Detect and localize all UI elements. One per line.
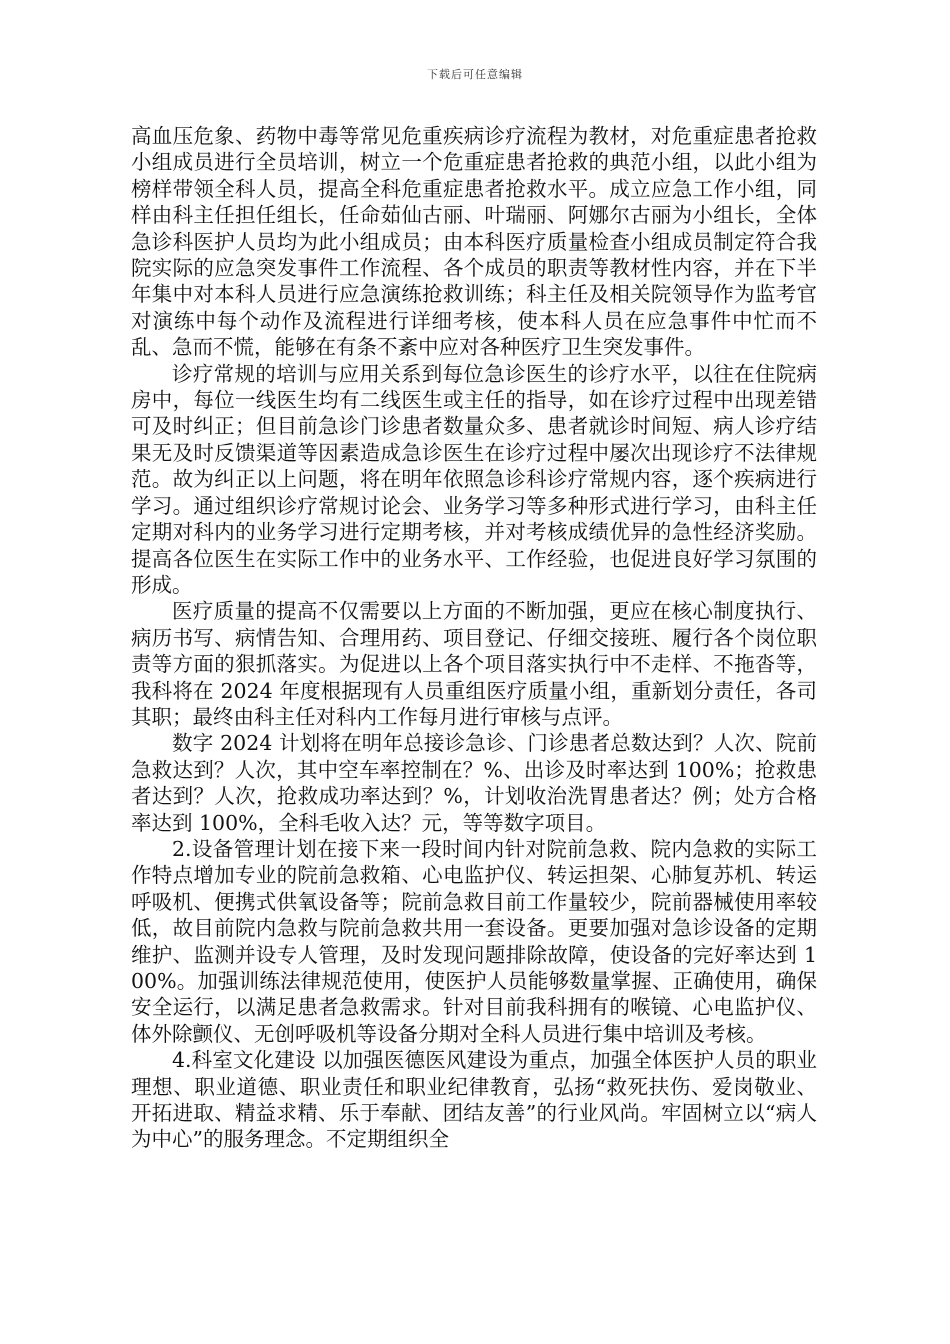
paragraph-diagnosis-training: 诊疗常规的培训与应用关系到每位急诊医生的诊疗水平，以往在住院病房中，每位一线医生均有二线医生或主任的指导，如在诊疗过程中出现差错可及时纠正；但目前急诊门诊患者数量众多、患者就诊时间短、病人诊疗结果无及时反馈渠道等因素造成急诊医生在诊疗过程中屡次出现诊疗不法律规范。故为纠正以上问题，将在明年依照急诊科诊疗常规内容，逐个疾病进行学习。通过组织诊疗常规讨论会、业务学习等多种形式进行学习，由科主任定期对科内的业务学习进行定期考核，并对考核成绩优异的急性经济奖励。提高各位医生在实际工作中的业务水平、工作经验，也促进良好学习氛围的形成。: [131, 361, 817, 597]
page-header: 下载后可任意编辑: [427, 68, 523, 81]
paragraph-2024-targets: 数字 2024 计划将在明年总接诊急诊、门诊患者总数达到？人次、院前急救达到？人次，其中空车率控制在？%、出诊及时率达到 100%；抢救患者达到？人次，抢救成功率达到？%，计划收治洗胃患者达？例；处方合格率达到 100%，全科毛收入达？元，等等数字项目。: [131, 731, 817, 835]
paragraph-emergency-team: 高血压危象、药物中毒等常见危重疾病诊疗流程为教材，对危重症患者抢救小组成员进行全员培训，树立一个危重症患者抢救的典范小组，以此小组为榜样带领全科人员，提高全科危重症患者抢救水平。成立应急工作小组，同样由科主任担任组长，任命茹仙古丽、叶瑞丽、阿娜尔古丽为小组长，全体急诊科医护人员均为此小组成员；由本科医疗质量检查小组成员制定符合我院实际的应急突发事件工作流程、各个成员的职责等教材性内容，并在下半年集中对本科人员进行应急演练抢救训练；科主任及相关院领导作为监考官对演练中每个动作及流程进行详细考核，使本科人员在应急事件中忙而不乱、急而不慌，能够在有条不紊中应对各种医疗卫生突发事件。: [131, 124, 817, 360]
paragraph-equipment-management: 2.设备管理计划在接下来一段时间内针对院前急救、院内急救的实际工作特点增加专业的院前急救箱、心电监护仪、转运担架、心肺复苏机、转运呼吸机、便携式供氧设备等；院前急救目前工作量较少，院前器械使用率较低，故目前院内急救与院前急救共用一套设备。更要加强对急诊设备的定期维护、监测并设专人管理，及时发现问题排除故障，使设备的完好率达到 100%。加强训练法律规范使用，使医护人员能够数量掌握、正确使用，确保安全运行，以满足患者急救需求。针对目前我科拥有的喉镜、心电监护仪、体外除颤仪、无创呼吸机等设备分期对全科人员进行集中培训及考核。: [131, 836, 817, 1046]
paragraph-quality-improvement: 医疗质量的提高不仅需要以上方面的不断加强，更应在核心制度执行、病历书写、病情告知、合理用药、项目登记、仔细交接班、履行各个岗位职责等方面的狠抓落实。为促进以上各个项目落实执行中不走样、不拖沓等，我科将在 2024 年度根据现有人员重组医疗质量小组，重新划分责任，各司其职；最终由科主任对科内工作每月进行审核与点评。: [131, 599, 817, 729]
paragraph-department-culture: 4.科室文化建设 以加强医德医风建设为重点，加强全体医护人员的职业理想、职业道德、职业责任和职业纪律教育，弘扬“救死扶伤、爱岗敬业、开拓进取、精益求精、乐于奉献、团结友善”的行业风尚。牢固树立以“病人为中心”的服务理念。不定期组织全: [131, 1048, 817, 1152]
document-body: [131, 123, 817, 1153]
